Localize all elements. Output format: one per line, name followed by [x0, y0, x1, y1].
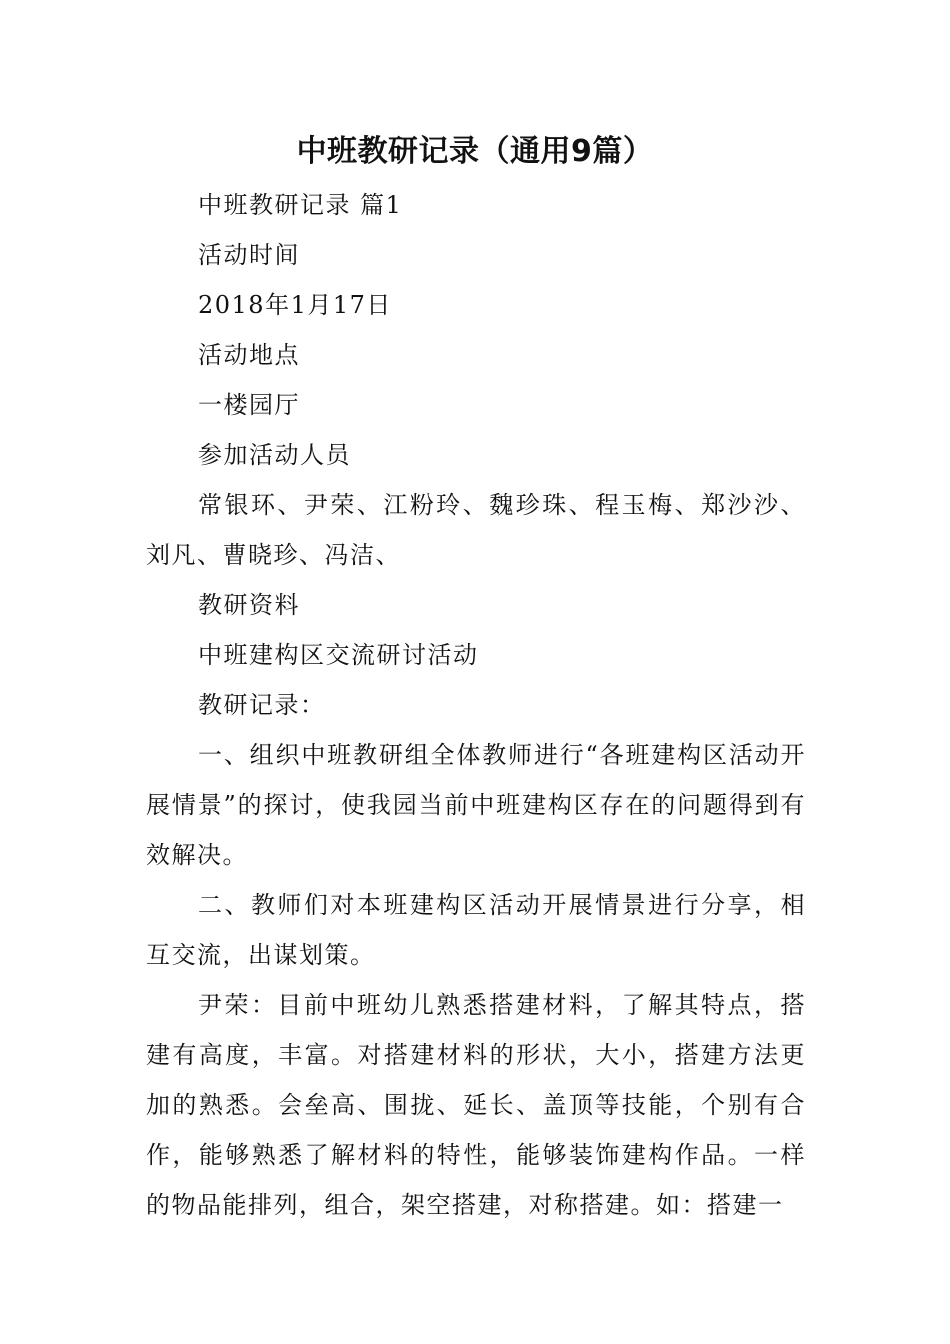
field-label-record: 教研记录：: [198, 691, 326, 719]
field-label-content: 教研资料: [198, 591, 300, 619]
document-title: 中班教研记录（通用9篇）: [296, 134, 654, 169]
body-paragraph: 一、组织中班教研组全体教师进行“各班建构区活动开展情景”的探讨，使我园当前中班建构区存在的问题得到有效解决。: [146, 741, 806, 869]
body-paragraph: 尹荣：目前中班幼儿熟悉搭建材料，了解其特点，搭建有高度，丰富。对搭建材料的形状，大小，搭建方法更加的熟悉。会垒高、围拢、延长、盖顶等技能，个别有合作，能够熟悉了解材料的特性，能够装饰建构作品。一样的物品能排列，组合，架空搭建，对称搭建。如：搭建一: [146, 991, 806, 1219]
section-heading: 中班教研记录 篇1: [198, 191, 403, 219]
field-value-participants: 常银环、尹荣、江粉玲、魏珍珠、程玉梅、郑沙沙、刘凡、曹晓珍、冯洁、: [146, 491, 806, 569]
body-paragraph: 二、教师们对本班建构区活动开展情景进行分享，相互交流，出谋划策。: [146, 891, 806, 969]
field-value-content: 中班建构区交流研讨活动: [198, 641, 479, 669]
field-value-date: 2018年1月17日: [198, 291, 392, 319]
field-label-time: 活动时间: [198, 241, 300, 269]
document-body: [146, 180, 806, 1230]
field-value-location: 一楼园厅: [198, 391, 300, 419]
field-label-location: 活动地点: [198, 341, 300, 369]
field-label-participants: 参加活动人员: [198, 441, 351, 469]
